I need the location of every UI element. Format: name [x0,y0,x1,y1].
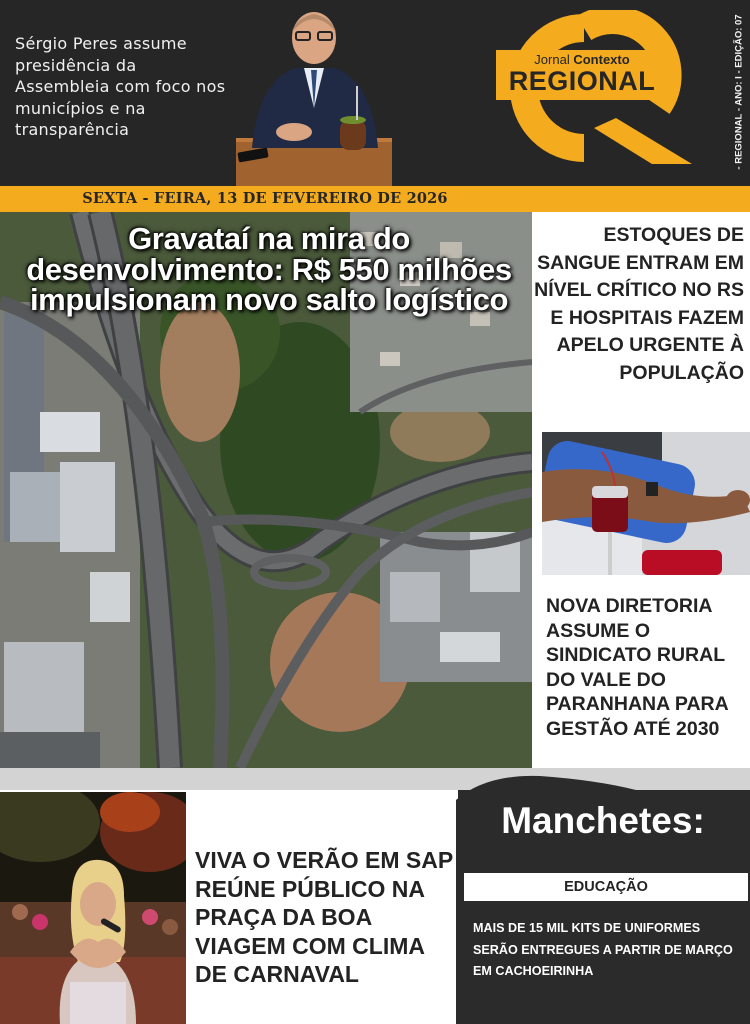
manchetes-panel [456,770,750,1024]
newspaper-logo[interactable] [466,10,698,166]
category-label[interactable]: EDUCAÇÃO [464,873,748,901]
edition-meta-text: - REGIONAL - ANO: I - EDIÇÃO: 07 [733,14,745,170]
right-column [532,212,750,768]
blood-headline[interactable]: ESTOQUES DE SANGUE ENTRAM EM NÍVEL CRÍTICO NO RS E HOSPITAIS FAZEM APELO URGENTE À POPULAÇÃO [534,224,744,384]
edition-meta [730,6,748,178]
logo-big-text: REGIONAL [508,66,656,96]
logo-prefix: Jornal [534,52,570,67]
summer-headline[interactable]: VIVA O VERÃO EM SAP REÚNE PÚBLICO NA PRAÇA DA BOA VIAGEM COM CLIMA DE CARNAVAL [195,847,453,987]
date-text: SEXTA - FEIRA, 13 DE FEVEREIRO DE 2026 [82,190,448,207]
lead-story-text[interactable]: Sérgio Peres assume presidência da Assembleia com foco nos municípios e na transparência [15,34,226,139]
manchetes-title: Manchetes: [501,800,705,841]
main-headline[interactable]: Gravataí na mira do desenvolvimento: R$ 550 milhões impulsionam novo salto logístico [26,221,512,317]
logo-bold: Contexto [573,52,630,67]
carnival-photo[interactable] [0,792,186,1024]
blood-donation-photo[interactable] [542,432,750,575]
date-bar [0,186,750,212]
logo-small-text [466,52,698,67]
main-aerial-photo[interactable] [0,212,532,768]
manchete-item[interactable]: MAIS DE 15 MIL KITS DE UNIFORMES SERÃO ENTREGUES A PARTIR DE MARÇO EM CACHOEIRINHA [473,921,733,978]
masthead [0,0,750,186]
union-headline[interactable]: NOVA DIRETORIA ASSUME O SINDICATO RURAL DO VALE DO PARANHANA PARA GESTÃO ATÉ 2030 [546,595,728,740]
president-photo[interactable] [236,8,392,186]
